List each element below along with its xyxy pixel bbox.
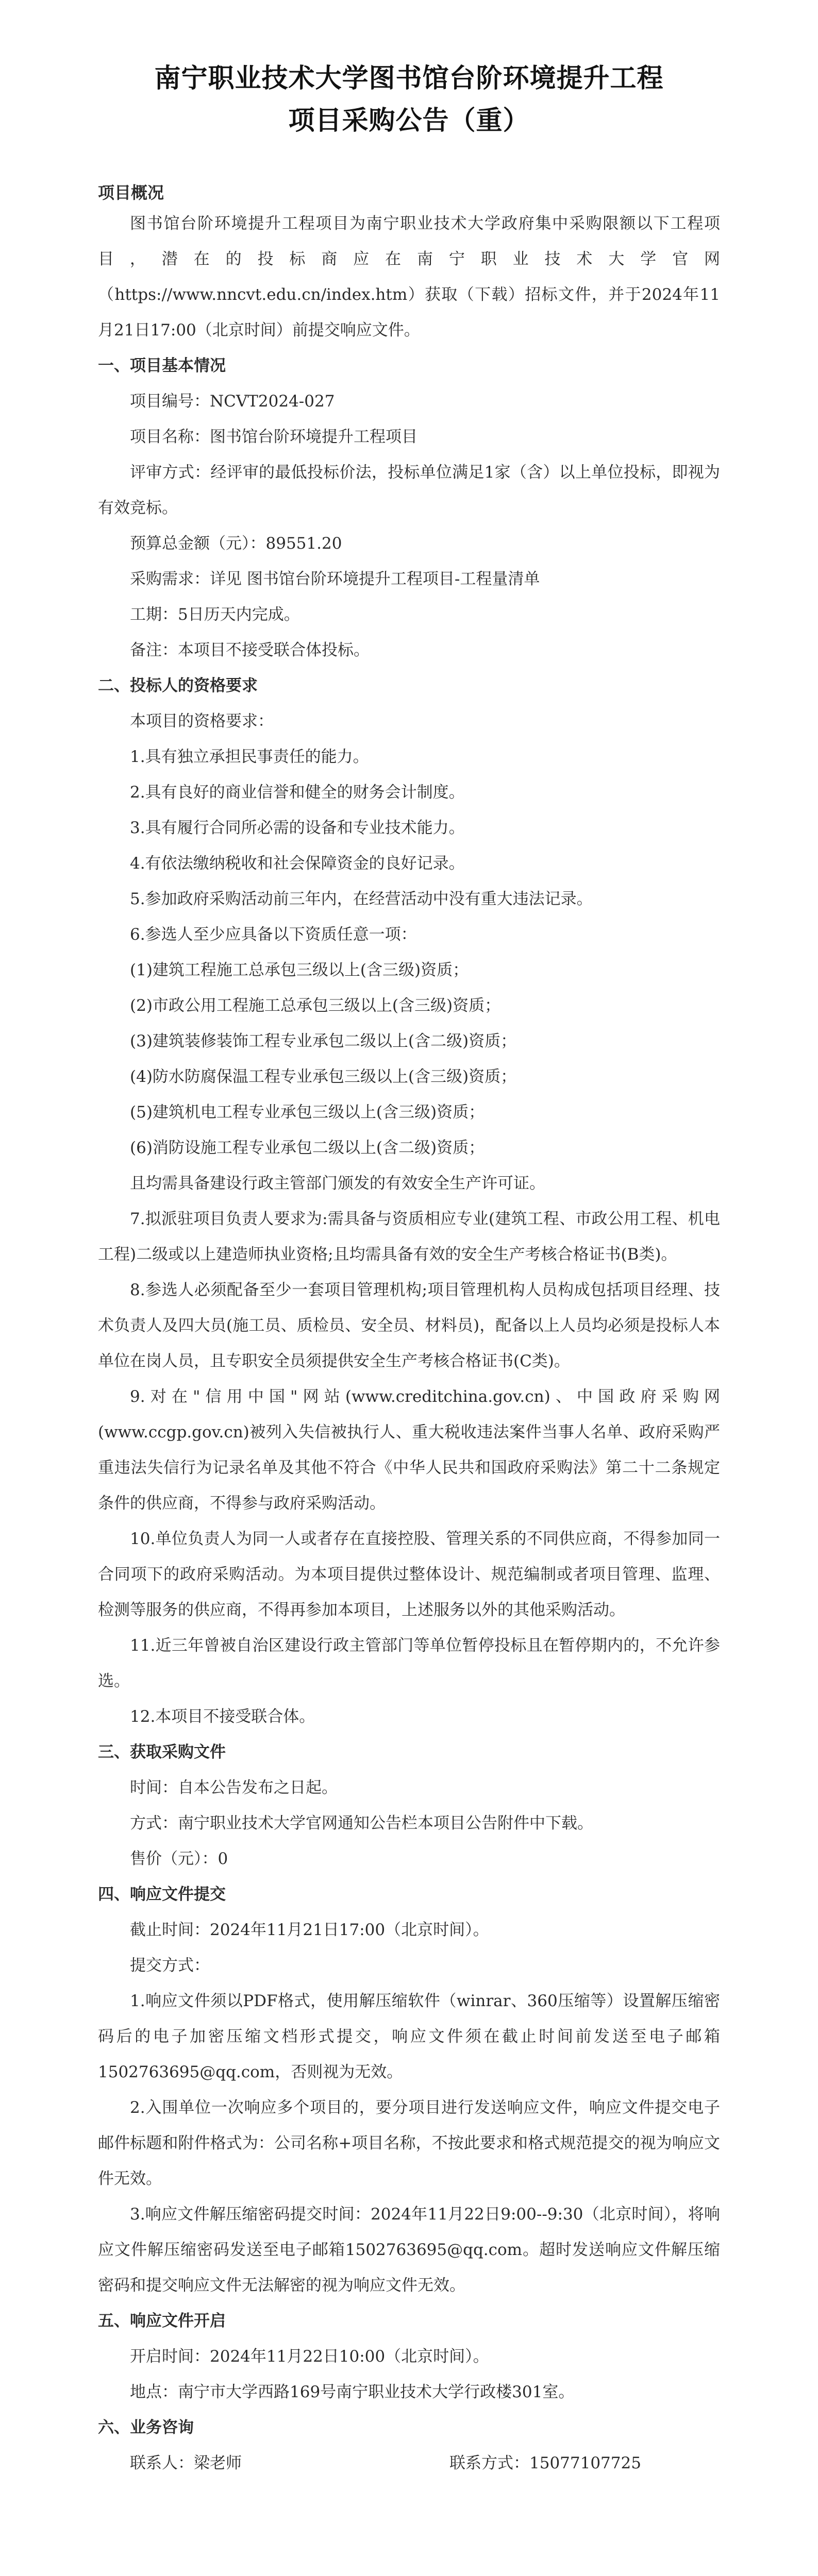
section-2-heading: 二、投标人的资格要求 [98, 676, 258, 695]
title-block [98, 0, 720, 136]
page-title-line-1: 南宁职业技术大学图书馆台阶环境提升工程 [154, 63, 664, 94]
submission-rule-2: 2.入围单位一次响应多个项目的，要分项目进行发送响应文件，响应文件提交电子邮件标题和附件格式为：公司名称+项目名称，不按此要求和格式规范提交的视为响应文件无效。 [98, 2098, 720, 2188]
project-number: 项目编号：NCVT2024-027 [130, 392, 335, 411]
qualification-item-8: 8.参选人必须配备至少一套项目管理机构;项目管理机构人员构成包括项目经理、技术负责人及四大员(施工员、质检员、安全员、材料员)，配备以上人员均必须是投标人本单位在岗人员，且专职安全员须提供安全生产考核合格证书(C类)。 [98, 1281, 720, 1370]
submission-rule-1: 1.响应文件须以PDF格式，使用解压缩软件（winrar、360压缩等）设置解压缩密码后的电子加密压缩文档形式提交，响应文件须在截止时间前发送至电子邮箱1502763695@qq.com，否则视为无效。 [98, 1992, 720, 2081]
submission-deadline: 截止时间：2024年11月21日17:00（北京时间）。 [130, 1921, 489, 1939]
qualification-sub-2: (2)市政公用工程施工总承包三级以上(含三级)资质； [130, 996, 501, 1015]
contact-row [98, 2446, 720, 2481]
qualification-item-6: 6.参选人至少应具备以下资质任意一项： [130, 925, 417, 944]
section-3-heading: 三、获取采购文件 [98, 1743, 226, 1761]
qualification-sub-4: (4)防水防腐保温工程专业承包三级以上(含三级)资质； [130, 1067, 517, 1086]
section-6-heading: 六、业务咨询 [98, 2418, 194, 2437]
document-time: 时间：自本公告发布之日起。 [130, 1778, 338, 1797]
qualification-sub-3: (3)建筑装修装饰工程专业承包二级以上(含二级)资质； [130, 1032, 517, 1050]
qualification-item-9: 9.对在"信用中国"网站(www.creditchina.gov.cn)、中国政府采购网(www.ccgp.gov.cn)被列入失信被执行人、重大税收违法案件当事人名单、政府采购严重违法失信行为记录名单及其他不符合《中华人民共和国政府采购法》第二十二条规定条件的供应商，不得参与政府采购活动。 [98, 1387, 720, 1513]
evaluation-method: 评审方式：经评审的最低投标价法，投标单位满足1家（含）以上单位投标，即视为有效竞标。 [98, 463, 720, 517]
project-name: 项目名称：图书馆台阶环境提升工程项目 [130, 428, 418, 446]
budget-amount: 预算总金额（元）：89551.20 [130, 534, 342, 553]
opening-time: 开启时间：2024年11月22日10:00（北京时间）。 [130, 2347, 489, 2366]
section-4-heading: 四、响应文件提交 [98, 1885, 226, 1904]
contact-phone: 联系方式：15077107725 [449, 2454, 641, 2472]
document-method: 方式：南宁职业技术大学官网通知公告栏本项目公告附件中下载。 [130, 1814, 593, 1833]
qualification-intro: 本项目的资格要求： [130, 712, 274, 731]
qualification-item-10: 10.单位负责人为同一人或者存在直接控股、管理关系的不同供应商，不得参加同一合同项下的政府采购活动。为本项目提供过整体设计、规范编制或者项目管理、监理、检测等服务的供应商，不得再参加本项目，上述服务以外的其他采购活动。 [98, 1530, 720, 1619]
page-title-line-2: 项目采购公告（重） [288, 106, 530, 136]
qualification-item-7: 7.拟派驻项目负责人要求为:需具备与资质相应专业(建筑工程、市政公用工程、机电工程)二级或以上建造师执业资格;且均需具备有效的安全生产考核合格证书(B类)。 [98, 1210, 720, 1264]
qualification-item-3: 3.具有履行合同所必需的设备和专业技术能力。 [130, 819, 465, 837]
submission-rule-3: 3.响应文件解压缩密码提交时间：2024年11月22日9:00--9:30（北京时间），将响应文件解压缩密码发送至电子邮箱1502763695@qq.com。超时发送响应文件解压缩密码和提交响应文件无法解密的视为响应文件无效。 [98, 2205, 720, 2295]
overview-text: 图书馆台阶环境提升工程项目为南宁职业技术大学政府集中采购限额以下工程项目，潜在的投标商应在南宁职业技术大学官网（https://www.nncvt.edu.cn/index.htm）获取（下载）招标文件，并于2024年11月21日17:00（北京时间）前提交响应文件。 [98, 214, 720, 340]
remark: 备注：本项目不接受联合体投标。 [130, 641, 370, 659]
qualification-item-12: 12.本项目不接受联合体。 [130, 1707, 315, 1726]
qualification-item-2: 2.具有良好的商业信誉和健全的财务会计制度。 [130, 783, 465, 802]
contact-person: 联系人：梁老师 [130, 2454, 242, 2472]
qualification-item-5: 5.参加政府采购活动前三年内，在经营活动中没有重大违法记录。 [130, 890, 593, 908]
opening-location: 地点：南宁市大学西路169号南宁职业技术大学行政楼301室。 [130, 2383, 575, 2401]
qualification-item-4: 4.有依法缴纳税收和社会保障资金的良好记录。 [130, 854, 465, 873]
document-price: 售价（元）：0 [130, 1850, 228, 1868]
construction-period: 工期：5日历天内完成。 [130, 605, 300, 624]
qualification-item-11: 11.近三年曾被自治区建设行政主管部门等单位暂停投标且在暂停期内的，不允许参选。 [98, 1636, 720, 1690]
section-5-heading: 五、响应文件开启 [98, 2312, 226, 2330]
qualification-sub-5: (5)建筑机电工程专业承包三级以上(含三级)资质； [130, 1103, 485, 1122]
procurement-requirement: 采购需求：详见 图书馆台阶环境提升工程项目-工程量清单 [130, 570, 540, 588]
qualification-sub-1: (1)建筑工程施工总承包三级以上(含三级)资质； [130, 961, 469, 979]
announcement-body [98, 179, 720, 2481]
qualification-sub-6: (6)消防设施工程专业承包二级以上(含二级)资质； [130, 1139, 485, 1157]
qualification-item-1: 1.具有独立承担民事责任的能力。 [130, 748, 369, 766]
submission-method-label: 提交方式： [130, 1956, 210, 1975]
safety-license-note: 且均需具备建设行政主管部门颁发的有效安全生产许可证。 [130, 1174, 545, 1193]
overview-heading: 项目概况 [98, 183, 164, 202]
section-1-heading: 一、项目基本情况 [98, 357, 226, 375]
